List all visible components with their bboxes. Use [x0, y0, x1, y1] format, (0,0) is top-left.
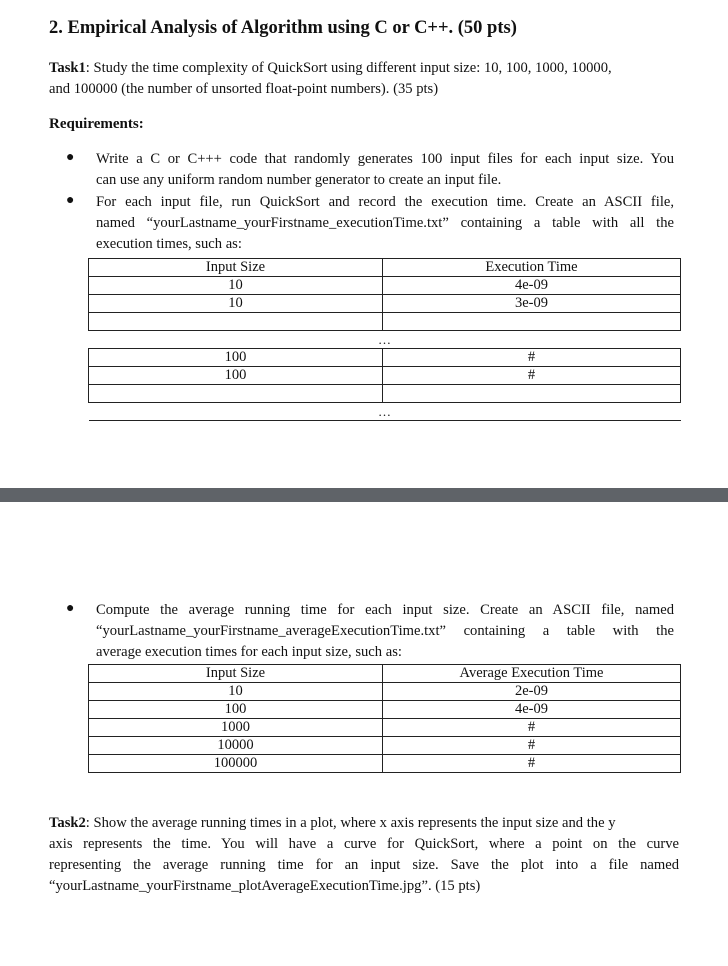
cell-execution-time: #: [383, 367, 681, 385]
table-row: [89, 737, 681, 755]
cell-input-size: 100: [89, 349, 383, 367]
header-average-execution-time: Average Execution Time: [383, 665, 681, 683]
task1-paragraph: [49, 58, 679, 100]
cell-average-time: #: [383, 719, 681, 737]
bullet-2-text: [96, 192, 674, 255]
bullet-icon: ●: [66, 193, 75, 208]
table-header-row: [89, 259, 681, 277]
cell-input-size: 10: [89, 295, 383, 313]
table-ellipsis-row: [89, 331, 681, 349]
cell-execution-time: 3e-09: [383, 295, 681, 313]
bullet-1-line2: can use any uniform random number generator to create an input file.: [96, 172, 502, 188]
bullet-2-line3: execution times, such as:: [96, 236, 242, 252]
cell-execution-time: 4e-09: [383, 277, 681, 295]
cell-input-size: 100: [89, 701, 383, 719]
bullet-3-line2: “yourLastname_yourFirstname_averageExecutionTime.txt” containing a table with the: [96, 623, 674, 639]
table-row: [89, 719, 681, 737]
average-execution-time-table: [88, 664, 681, 773]
table-ellipsis-row: [89, 403, 681, 421]
cell-input-size: 1000: [89, 719, 383, 737]
cell-input-size: 100: [89, 367, 383, 385]
bullet-1-line1: Write a C or C+++ code that randomly generates 100 input files for each input size. You: [96, 151, 674, 167]
task1-text-line2: and 100000 (the number of unsorted float-point numbers). (35 pts): [49, 81, 439, 97]
bullet-3-line3: average execution times for each input size, such as:: [96, 644, 402, 660]
requirements-title: Requirements:: [49, 116, 144, 132]
section-heading: 2. Empirical Analysis of Algorithm using C or C++. (50 pts): [49, 18, 517, 38]
table-spacer-row: [89, 385, 681, 403]
page-divider: [0, 488, 728, 502]
bullet-2-line1: For each input file, run QuickSort and record the execution time. Create an ASCII file,: [96, 194, 674, 210]
bullet-1-text: [96, 149, 674, 191]
table-row: [89, 277, 681, 295]
bullet-3-line1: Compute the average running time for each input size. Create an ASCII file, named: [96, 602, 674, 618]
task2-text-line1: : Show the average running times in a plot, where x axis represents the input size and the y: [85, 815, 616, 831]
task2-paragraph: [49, 813, 679, 897]
cell-blank: [89, 385, 383, 403]
task1-text-line1: : Study the time complexity of QuickSort using different input size: 10, 100, 1000, 10000,: [85, 60, 612, 76]
execution-time-table: [88, 258, 681, 421]
task2-label: Task2: [49, 815, 86, 831]
cell-blank: [383, 385, 681, 403]
table-row: [89, 755, 681, 773]
header-execution-time: Execution Time: [383, 259, 681, 277]
task2-text-line2: axis represents the time. You will have a curve for QuickSort, where a point on the curve: [49, 836, 679, 852]
task2-text-line3: representing the average running time for an input size. Save the plot into a file named: [49, 857, 679, 873]
bullet-3-text: [96, 600, 674, 663]
table-header-row: [89, 665, 681, 683]
cell-average-time: #: [383, 755, 681, 773]
task2-text-line4: “yourLastname_yourFirstname_plotAverageExecutionTime.jpg”. (15 pts): [49, 878, 481, 894]
cell-input-size: 10000: [89, 737, 383, 755]
header-input-size: Input Size: [89, 259, 383, 277]
ellipsis: …: [89, 403, 681, 421]
bullet-2-line2: named “yourLastname_yourFirstname_executionTime.txt” containing a table with all the: [96, 215, 674, 231]
table-row: [89, 349, 681, 367]
cell-average-time: 2e-09: [383, 683, 681, 701]
document-page-lower: [0, 502, 728, 966]
bullet-icon: ●: [66, 150, 75, 165]
cell-blank: [89, 313, 383, 331]
cell-average-time: #: [383, 737, 681, 755]
task1-label: Task1: [49, 60, 86, 76]
ellipsis: …: [89, 331, 681, 349]
cell-input-size: 10: [89, 683, 383, 701]
cell-blank: [383, 313, 681, 331]
cell-input-size: 100000: [89, 755, 383, 773]
cell-input-size: 10: [89, 277, 383, 295]
bullet-icon: ●: [66, 601, 75, 616]
table-row: [89, 683, 681, 701]
table-row: [89, 701, 681, 719]
table-row: [89, 295, 681, 313]
table-row: [89, 367, 681, 385]
cell-average-time: 4e-09: [383, 701, 681, 719]
table-spacer-row: [89, 313, 681, 331]
header-input-size: Input Size: [89, 665, 383, 683]
cell-execution-time: #: [383, 349, 681, 367]
